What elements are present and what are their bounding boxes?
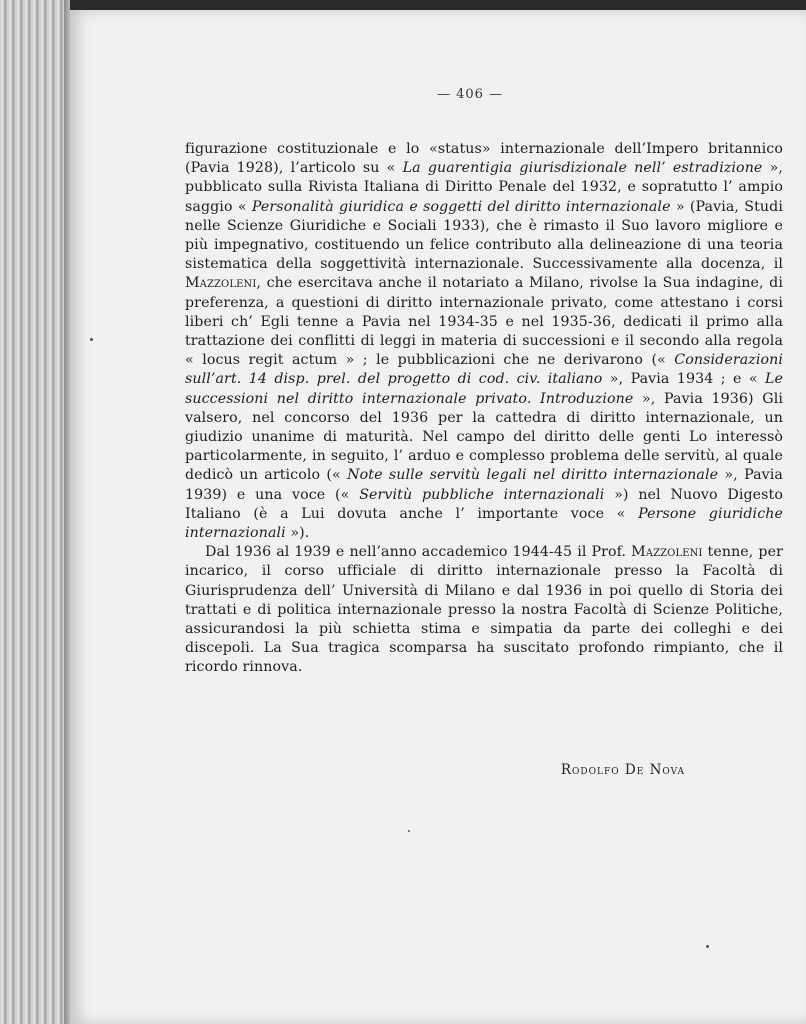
small-caps-name: Mazzoleni [631,544,703,561]
small-caps-name: Mazzoleni [185,275,257,292]
italic-title: Le successioni nel diritto internazionale privato. Introduzione [185,371,783,407]
italic-title: Servitù pubbliche internazionali [359,486,605,503]
paragraph-2 [185,543,783,677]
text-run: », Pavia 1939) e una voce (« [185,467,783,503]
text-run: » (Pavia, Studi nelle Scienze Giuridiche e Sociali 1933), che è rimasto il Suo lavoro migliore e più impegnativo, costituendo un felice contributo alla delineazione di una teoria sistematica della soggettività internazionale. Successivamente alla docenza, il [185,198,783,273]
book-page [70,10,806,1024]
text-run: tenne, per incarico, il corso ufficiale di diritto internazionale presso la Facoltà di Giurisprudenza dell’ Università di Milano e dal 1936 in poi quello di Storia dei trattati e di politica internazionale presso la nostra Facoltà di Scienze Politiche, assicurandosi la più schietta stima e simpatia da parte dei colleghi e dei discepoli. La Sua tragica scomparsa ha suscitato profondo rimpianto, che il ricordo rinnova. [185,544,783,676]
text-run: , che esercitava anche il notariato a Milano, rivolse la Sua indagine, di preferenza, a questioni di diritto internazionale privato, come attestano i corsi liberi ch’ Egli tenne a Pavia nel 1934-35 e nel 1935-36, dedicati il primo alla trattazione dei conflitti di leggi in materia di successioni e il secondo alla regola « locus regit actum » ; le pubblicazioni che ne derivarono (« [185,275,783,369]
body-text [185,140,783,678]
italic-title: Considerazioni sull’art. 14 disp. prel. del progetto di cod. civ. italiano [185,352,783,388]
text-run: », pubblicato sulla Rivista Italiana di Diritto Penale del 1932, e sopratutto l’ ampio saggio « [185,160,783,215]
italic-title: Note sulle servitù legali nel diritto internazionale [347,467,719,484]
paragraph-1 [185,140,783,543]
paper-speck [706,945,709,948]
text-run: Dal 1936 al 1939 e nell’anno accademico 1944-45 il Prof. [205,544,632,561]
paper-speck [90,338,93,341]
book-page-stack [0,0,70,1024]
page-number: — 406 — [436,87,504,102]
italic-title: Personalità giuridica e soggetti del diritto internazionale [251,198,671,215]
text-run: », Pavia 1934 ; e « [602,371,765,388]
author-signature: Rodolfo De Nova [560,762,685,778]
text-run: », Pavia 1936) Gli valsero, nel concorso del 1936 per la cattedra di diritto internazionale, un giudizio unanime di maturità. Nel campo del diritto delle genti Lo interessò particolarmente, in seguito, l’ arduo e complesso problema delle servitù, al quale dedicò un articolo (« [185,390,783,484]
italic-title: La guarentigia giurisdizionale nell’ estradizione [402,160,763,177]
paper-speck [408,830,410,832]
italic-title: Persone giuridiche internazionali [185,505,783,542]
text-run: figurazione costituzionale e lo «status» internazionale dell’Impero britannico (Pavia 1928), l’articolo su « [185,141,783,177]
text-run: »). [285,525,310,542]
text-run: ») nel Nuovo Digesto Italiano (è a Lui dovuta anche l’ importante voce « [185,486,783,522]
